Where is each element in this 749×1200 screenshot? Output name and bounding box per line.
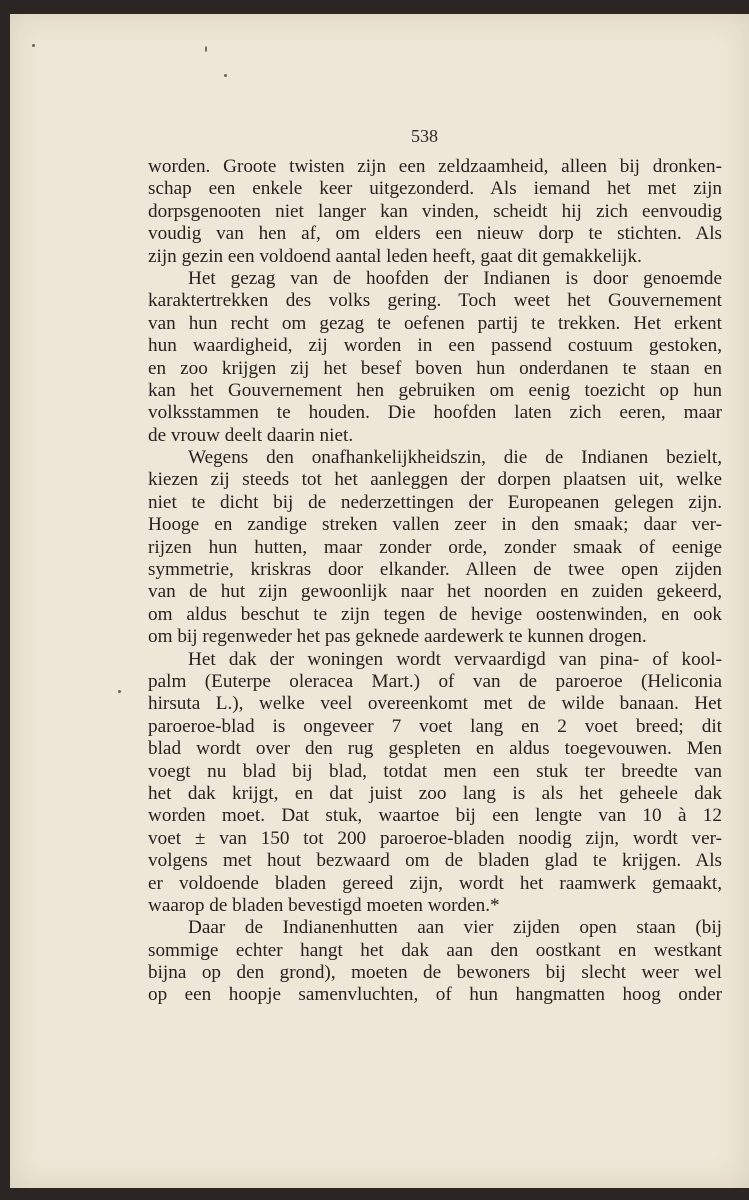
text-line: schap een enkele keer uitgezonderd. Als iemand het met zijn [148,178,722,200]
body-text [148,156,722,1007]
text-line: op een hoopje samenvluchten, of hun hangmatten hoog onder [148,984,722,1006]
paper-speck [205,46,207,52]
text-line: om bij regenweder het pas geknede aardewerk te kunnen drogen. [148,626,647,648]
text-line: palm (Euterpe oleracea Mart.) of van de paroeroe (Heliconia [148,670,722,692]
text-line: blad wordt over den rug gespleten en aldus toegevouwen. Men [148,738,722,760]
paragraph [148,156,722,268]
text-line: het dak krijgt, en dat juist zoo lang is als het geheele dak [148,782,722,804]
paragraph [148,447,722,649]
text-line: kiezen zij steeds tot het aanleggen der dorpen plaatsen uit, welke [148,469,722,491]
text-line: voudig van hen af, om elders een nieuw dorp te stichten. Als [148,223,722,245]
text-line: de vrouw deelt daarin niet. [148,424,354,446]
text-line: Het dak der woningen wordt vervaardigd van pina- of kool- [188,648,722,670]
text-line: voegt nu blad bij blad, totdat men een stuk ter breedte van [148,760,722,782]
book-page [10,14,749,1188]
text-line: om aldus beschut te zijn tegen de hevige oostenwinden, en ook [148,603,722,625]
text-line: dorpsgenooten niet langer kan vinden, scheidt hij zich eenvoudig [148,200,722,222]
text-line: kan het Gouvernement hen gebruiken om eenig toezicht op hun [148,379,722,401]
text-line: niet te dicht bij de nederzettingen der Europeanen gelegen zijn. [148,491,722,513]
text-line: van hun recht om gezag te oefenen partij te trekken. Het erkent [148,312,722,334]
text-line: bijna op den grond), moeten de bewoners bij slecht weer wel [148,962,722,984]
text-line: zijn gezin een voldoend aantal leden heeft, gaat dit gemakkelijk. [148,245,642,267]
text-line: volgens met hout bezwaard om de bladen glad te krijgen. Als [148,850,722,872]
paragraph [148,917,722,1007]
text-line: worden. Groote twisten zijn een zeldzaamheid, alleen bij dronken- [148,156,722,177]
text-line: voet ± van 150 tot 200 paroeroe-bladen noodig zijn, wordt ver- [148,827,722,849]
text-line: symmetrie, kriskras door elkander. Alleen de twee open zijden [148,559,722,581]
text-line: waarop de bladen bevestigd moeten worden.* [148,894,500,916]
paper-speck [32,44,35,47]
text-line: er voldoende bladen gereed zijn, wordt het raamwerk gemaakt, [148,872,722,894]
text-line: Daar de Indianenhutten aan vier zijden open staan (bij [188,917,722,939]
text-line: hirsuta L.), welke veel overeenkomt met de wilde banaan. Het [148,693,722,715]
paragraph [148,649,722,918]
text-line: sommige echter hangt het dak aan den oostkant en westkant [148,939,722,961]
paper-speck [224,74,227,77]
text-line: karaktertrekken des volks gering. Toch weet het Gouvernement [148,290,722,312]
text-line: volksstammen te houden. Die hoofden laten zich eeren, maar [148,402,722,424]
paragraph [148,268,722,447]
text-line: en zoo krijgen zij het besef boven hun onderdanen te staan en [148,357,722,379]
text-line: Wegens den onafhankelijkheidszin, die de Indianen bezielt, [188,447,722,469]
text-line: worden moet. Dat stuk, waartoe bij een lengte van 10 à 12 [148,805,722,827]
text-line: hun waardigheid, zij worden in een passend costuum gestoken, [148,335,722,357]
text-line: paroeroe-blad is ongeveer 7 voet lang en 2 voet breed; dit [148,715,722,737]
text-line: Het gezag van de hoofden der Indianen is door genoemde [188,267,722,289]
text-line: Hooge en zandige streken vallen zeer in den smaak; daar ver- [148,514,722,536]
text-line: rijzen hun hutten, maar zonder orde, zonder smaak of eenige [148,536,722,558]
page-number: 538 [411,126,438,146]
paper-speck [118,690,121,693]
text-line: van de hut zijn gewoonlijk naar het noorden en zuiden gekeerd, [148,581,722,603]
